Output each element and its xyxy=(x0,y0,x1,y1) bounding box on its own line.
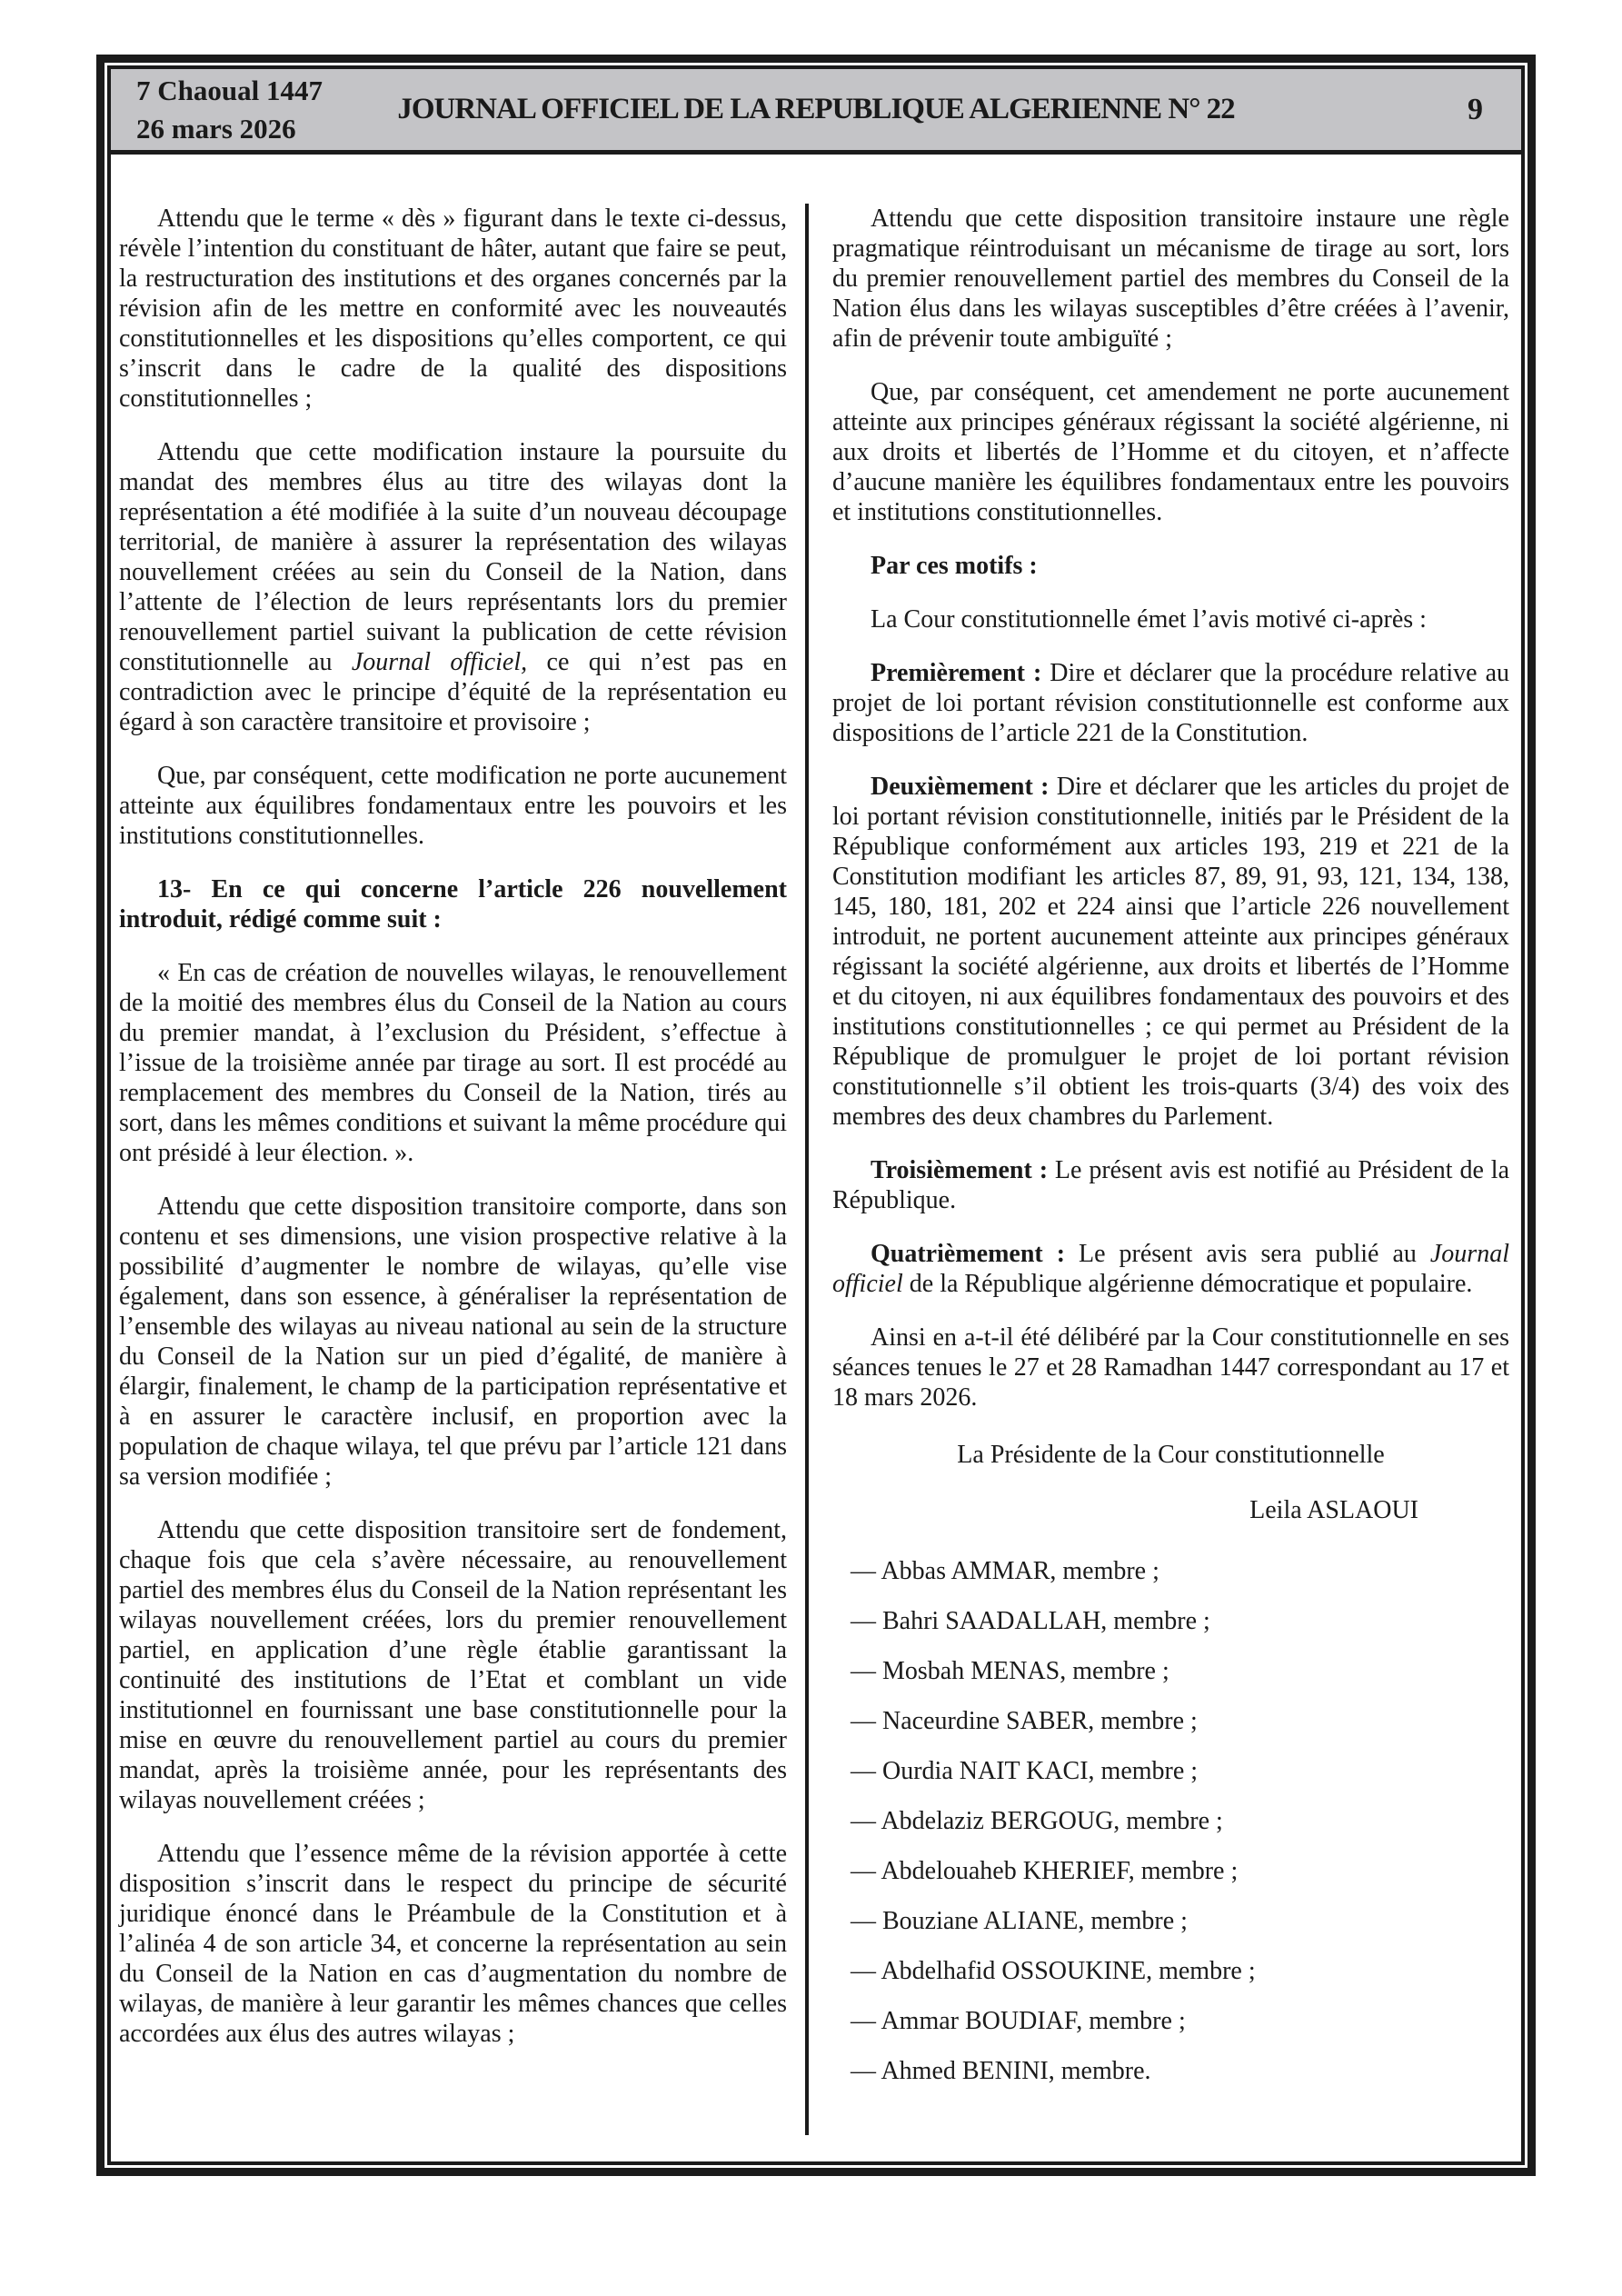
paragraph-attendu-fondement: Attendu que cette disposition transitoire sert de fondement, chaque fois que cela s’avère nécessaire, au renouvellement partiel des membres élus du Conseil de la Nation représentant les wilayas nouvellement créées, lors du premier renouvellement partiel, en application d’une règle établie garantissant la continuité des institutions de l’Etat et comblant un vide institutionnel en fournissant une base constitutionnelle pour la mise en œuvre du renouvellement partiel au cours du premier mandat, après la troisième année, pour les représentants des wilayas nouvellement créées ; xyxy=(119,1516,787,1814)
left-column xyxy=(119,204,787,2072)
page-number: 9 xyxy=(1468,92,1483,126)
member-item: — Mosbah MENAS, membre ; xyxy=(851,1657,1169,1685)
paragraph-premierement: Premièrement : Dire et déclarer que la procédure relative au projet de loi portant révision constitutionnelle est conforme aux dispositions de l’article 221 de la Constitution. xyxy=(832,659,1509,747)
heading-par-ces-motifs: Par ces motifs : xyxy=(871,552,1038,580)
paragraph-attendu-vision-prospective: Attendu que cette disposition transitoire comporte, dans son contenu et ses dimensions, une vision prospective relative à la possibilité d’augmenter le nombre de wilayas, qu’elle vise également, dans son essence, à généraliser la représentation de l’ensemble des wilayas au niveau national au sein de la structure du Conseil de la Nation sur un pied d’égalité, de manière à élargir, finalement, le champ de la participation représentative et à en assurer le caractère inclusif, en proportion avec la population de chaque wilaya, tel que prévu par l’article 121 dans sa version modifiée ; xyxy=(119,1193,787,1491)
header-dates xyxy=(136,72,391,148)
paragraph-quatriemement: Quatrièmement : Le présent avis sera publié au Journal officiel de la République algérienne démocratique et populaire. xyxy=(832,1240,1509,1298)
signature-title: La Présidente de la Cour constitutionnelle xyxy=(957,1441,1385,1469)
member-item: — Abdelaziz BERGOUG, membre ; xyxy=(851,1807,1223,1835)
journal-title: JOURNAL OFFICIEL DE LA REPUBLIQUE ALGERIENNE N° 22 xyxy=(397,93,1235,125)
member-item: — Naceurdine SABER, membre ; xyxy=(851,1707,1198,1735)
page-header xyxy=(111,69,1521,155)
page-inner-frame xyxy=(107,65,1525,2165)
date-gregorian: 26 mars 2026 xyxy=(136,112,296,145)
paragraph-attendu-modification: Attendu que cette modification instaure la poursuite du mandat des membres élus au titre des wilayas dont la représentation a été modifiée à la suite d’un nouveau découpage territorial, de manière à assurer la représentation des wilayas nouvellement créées au sein du Conseil de la Nation, dans l’attente de l’élection de leurs représentants lors du premier renouvellement partiel suivant la publication de cette révision constitutionnelle au Journal officiel, ce qui n’est pas en contradiction avec le principe d’équité de la représentation eu égard à son caractère transitoire et provisoire ; xyxy=(119,438,787,736)
paragraph-attendu-terme-des: Attendu que le terme « dès » figurant dans le texte ci-dessus, révèle l’intention du constituant de hâter, autant que faire se peut, la restructuration des institutions et des organes concernés par la révision afin de les mettre en conformité avec les nouveautés constitutionnelles et les dispositions qu’elles comportent, ce qui s’inscrit dans le cadre de la qualité des dispositions constitutionnelles ; xyxy=(119,205,787,413)
paragraph-que-par-consequent-amendement: Que, par conséquent, cet amendement ne porte aucunement atteinte aux principes généraux régissant la société algérienne, ni aux droits et libertés de l’Homme et du citoyen, et n’affecte d’aucune manière les équilibres fondamentaux entre les pouvoirs et institutions constitutionnelles. xyxy=(832,378,1509,526)
paragraph-cour-avis: La Cour constitutionnelle émet l’avis motivé ci-après : xyxy=(871,605,1427,634)
member-item: — Ammar BOUDIAF, membre ; xyxy=(851,2007,1186,2035)
date-hijri: 7 Chaoual 1447 xyxy=(136,74,323,106)
member-item: — Abdelouaheb KHERIEF, membre ; xyxy=(851,1857,1239,1885)
paragraph-attendu-securite-juridique: Attendu que l’essence même de la révision apportée à cette disposition s’inscrit dans le respect du principe de sécurité juridique énoncé dans le Préambule de la Constitution et à l’alinéa 4 de son article 34, et concerne la représentation au sein du Conseil de la Nation en cas d’augmentation du nombre de wilayas, de manière à leur garantir les mêmes chances que celles accordées aux élus des autres wilayas ; xyxy=(119,1840,787,2048)
member-item: — Ourdia NAIT KACI, membre ; xyxy=(851,1757,1199,1785)
member-item: — Abdelhafid OSSOUKINE, membre ; xyxy=(851,1957,1256,1985)
member-item: — Ahmed BENINI, membre. xyxy=(851,2057,1151,2085)
page-outer-frame xyxy=(96,55,1536,2176)
paragraph-citation-article-226: « En cas de création de nouvelles wilayas, le renouvellement de la moitié des membres élus du Conseil de la Nation au cours du premier mandat, à l’exclusion du Président, s’effectue à l’issue de la troisième année par tirage au sort. Il est procédé au remplacement des membres du Conseil de la Nation, tirés au sort, dans les mêmes conditions et suivant la même procédure qui ont présidé à leur élection. ». xyxy=(119,959,787,1167)
two-column-body xyxy=(111,204,1521,2135)
paragraph-attendu-regle-pragmatique: Attendu que cette disposition transitoire instaure une règle pragmatique réintroduisant un mécanisme de tirage au sort, lors du premier renouvellement partiel des membres du Conseil de la Nation élus dans les wilayas susceptibles d’être créées à l’avenir, afin de prévenir toute ambiguïté ; xyxy=(832,205,1509,353)
signature-name: Leila ASLAOUI xyxy=(1249,1496,1418,1524)
right-column xyxy=(832,204,1509,2086)
header-body-gap xyxy=(111,155,1521,204)
member-item: — Bouziane ALIANE, membre ; xyxy=(851,1907,1188,1935)
paragraph-deuxiemement: Deuxièmement : Dire et déclarer que les articles du projet de loi portant révision constitutionnelle, initiés par le Président de la République conformément aux articles 193, 219 et 221 de la Constitution modifiant les articles 87, 89, 91, 93, 121, 134, 138, 145, 180, 181, 202 et 224 ainsi que l’article 226 nouvellement introduit, ne portent aucunement atteinte aux principes généraux régissant la société algérienne, aux droits et libertés de l’Homme et du citoyen, ni aux équilibres fondamentaux des pouvoirs et des institutions constitutionnelles ; ce qui permet au Président de la République de promulguer le projet de loi portant révision constitutionnelle s’il obtient les trois-quarts (3/4) des voix des membres des deux chambres du Parlement. xyxy=(832,773,1509,1131)
member-item: — Abbas AMMAR, membre ; xyxy=(851,1557,1159,1585)
paragraph-que-par-consequent-modification: Que, par conséquent, cette modification ne porte aucunement atteinte aux équilibres fondamentaux entre les pouvoirs et les institutions constitutionnelles. xyxy=(119,762,787,850)
heading-article-226: 13- En ce qui concerne l’article 226 nouvellement introduit, rédigé comme suit : xyxy=(119,875,787,933)
member-item: — Bahri SAADALLAH, membre ; xyxy=(851,1607,1210,1635)
paragraph-troisiemement: Troisièmement : Le présent avis est notifié au Président de la République. xyxy=(832,1156,1509,1214)
paragraph-deliberation: Ainsi en a-t-il été délibéré par la Cour constitutionnelle en ses séances tenues le 27 et 28 Ramadhan 1447 correspondant au 17 et 18 mars 2026. xyxy=(832,1323,1509,1412)
column-divider-rule xyxy=(805,204,809,2135)
